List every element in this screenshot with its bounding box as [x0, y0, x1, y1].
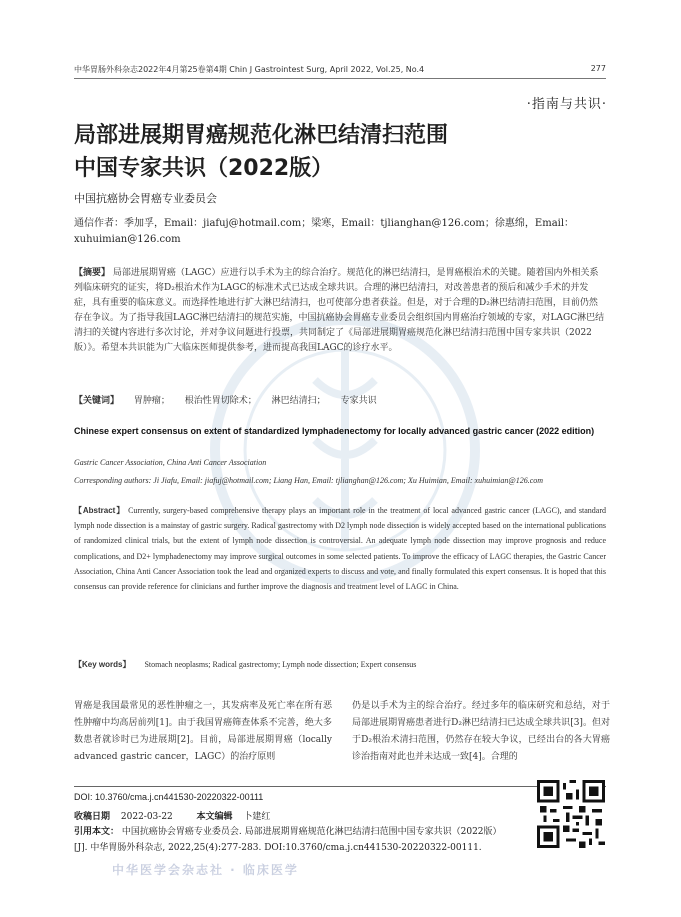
doi: DOI: 10.3760/cma.j.cn441530-20220322-00111 — [74, 792, 264, 802]
received-date: 2022-03-22 — [120, 812, 173, 822]
author-organization: 中国抗癌协会胃癌专业委员会 — [74, 192, 217, 205]
publisher-logos: 中华医学会杂志社 · 临床医学 — [112, 863, 299, 877]
journal-citation: 中华胃肠外科杂志2022年4月第25卷第4期 Chin J Gastrointest Surg, April 2022, Vol.25, No.4 — [74, 65, 425, 74]
editor-name: 卜建红 — [243, 812, 271, 822]
body-column-right: 仍是以手术为主的综合治疗。经过多年的临床研究和总结，对于局部进展期胃癌患者进行D₂淋巴结清扫已达成全球共识[3]。但对于D₂根治术清扫范围，仍然存在较大争议，已经出台的各大胃癌诊治指南对此也并未达成一致[4]。合理的 — [352, 701, 610, 762]
english-corresponding-authors: Corresponding authors: Ji Jiafu, Email: jiafuj@hotmail.com; Liang Han, Email: tjlianghan@126.com; Xu Huimian, Email: xuhuimian@126.com — [74, 476, 544, 485]
qr-code-icon — [537, 780, 605, 848]
title-line-1: 局部进展期胃癌规范化淋巴结清扫范围 — [74, 123, 449, 148]
english-organization: Gastric Cancer Association, China Anti Cancer Association — [74, 458, 267, 467]
corresponding-authors: 通信作者：季加孚，Email：jiafuj@hotmail.com；梁寒，Email：tjlianghan@126.com；徐惠绵，Email：xuhuimian@126.com — [74, 218, 575, 245]
citation-text: 中国抗癌协会胃癌专业委员会. 局部进展期胃癌规范化淋巴结清扫范围中国专家共识（2022版）[J]. 中华胃肠外科杂志, 2022,25(4):277-283. DOI:10.3760/cma.j.cn441530-20220322-00111. — [74, 827, 502, 853]
keywords-en — [74, 657, 606, 672]
citation-label: 引用本文： — [74, 827, 120, 837]
citation — [74, 824, 514, 856]
running-head — [74, 64, 606, 79]
abstract-en-label: 【Abstract】 — [74, 506, 126, 515]
section-tag: ·指南与共识· — [526, 97, 607, 112]
keyword: 专家共识 — [340, 396, 377, 406]
page-number: 277 — [590, 64, 606, 73]
abstract-en — [74, 503, 606, 594]
received-label: 收稿日期 — [74, 812, 111, 822]
article-title — [74, 119, 614, 185]
abstract-en-text: Currently, surgery-based comprehensive therapy plays an important role in the treatment of local advanced gastric cancer (LAGC), and standard lymph node dissection is a mainstay of gastric surgery. Radical gastrectomy with D2 lymph node dissection is widely accepted based on the international publications of randomized clinical trials, but the extent of lymph node dissection is controversial. An adequate lymph node dissection may improve prognosis and reduce complications, and D2+ lymphadenectomy may improve surgical outcomes in some selected patients. To improve the efficacy of LAGC therapies, the Gastric Cancer Association, China Anti Cancer Association took the lead and organized experts to discuss and vote, and finally formulated this expert consensus. It is hoped that this consensus can provide reference for clinicians and further improve the diagnosis and treatment level of LAGC in China. — [74, 506, 607, 592]
abstract-cn-text: 局部进展期胃癌（LAGC）应进行以手术为主的综合治疗。规范化的淋巴结清扫，是胃癌根治术的关键。随着国内外相关系列临床研究的证实，将D₂根治术作为LAGC的标准术式已达成全球共识。合理的淋巴结清扫，对改善患者的预后和减少手术的并发症，具有重要的临床意义。而选择性地进行扩大淋巴结清扫，也可使部分患者获益。但是，对于合理的D₂淋巴结清扫范围，目前仍然存在争议。为了指导我国LAGC淋巴结清扫的规范实施，中国抗癌协会胃癌专业委员会组织国内胃癌治疗领域的专家，对LAGC淋巴结清扫的关键内容进行多次讨论，并对争议问题进行投票，共同制定了《局部进展期胃癌规范化淋巴结清扫范围中国专家共识（2022版）》。希望本共识能为广大临床医师提供参考，进而提高我国LAGC的诊疗水平。 — [74, 268, 605, 353]
english-title: Chinese expert consensus on extent of standardized lymphadenectomy for locally advanced gastric cancer (2022 edition) — [74, 426, 595, 436]
abstract-cn-label: 【摘要】 — [74, 268, 111, 278]
title-line-2: 中国专家共识（2022版） — [74, 156, 334, 181]
keyword: 胃肿瘤； — [133, 396, 170, 406]
editor-label: 本文编辑 — [196, 812, 233, 822]
abstract-cn — [74, 266, 606, 356]
keywords-cn — [74, 393, 606, 406]
keywords-en-text: Stomach neoplasms; Radical gastrectomy; Lymph node dissection; Expert consensus — [144, 660, 417, 669]
article-dates — [74, 809, 270, 822]
footer-divider — [74, 786, 606, 787]
keywords-cn-label: 【关键词】 — [74, 396, 120, 406]
keyword: 淋巴结清扫； — [271, 396, 326, 406]
body-column-left: 胃癌是我国最常见的恶性肿瘤之一，其发病率及死亡率在所有恶性肿瘤中均高居前列[1]。由于我国胃癌筛查体系不完善，绝大多数患者就诊时已为进展期[2]。目前，局部进展期胃癌（locally advanced gastric cancer，LAGC）的治疗原则 — [74, 701, 332, 762]
keywords-en-label: 【Key words】 — [74, 660, 131, 669]
keyword: 根治性胃切除术； — [184, 396, 257, 406]
